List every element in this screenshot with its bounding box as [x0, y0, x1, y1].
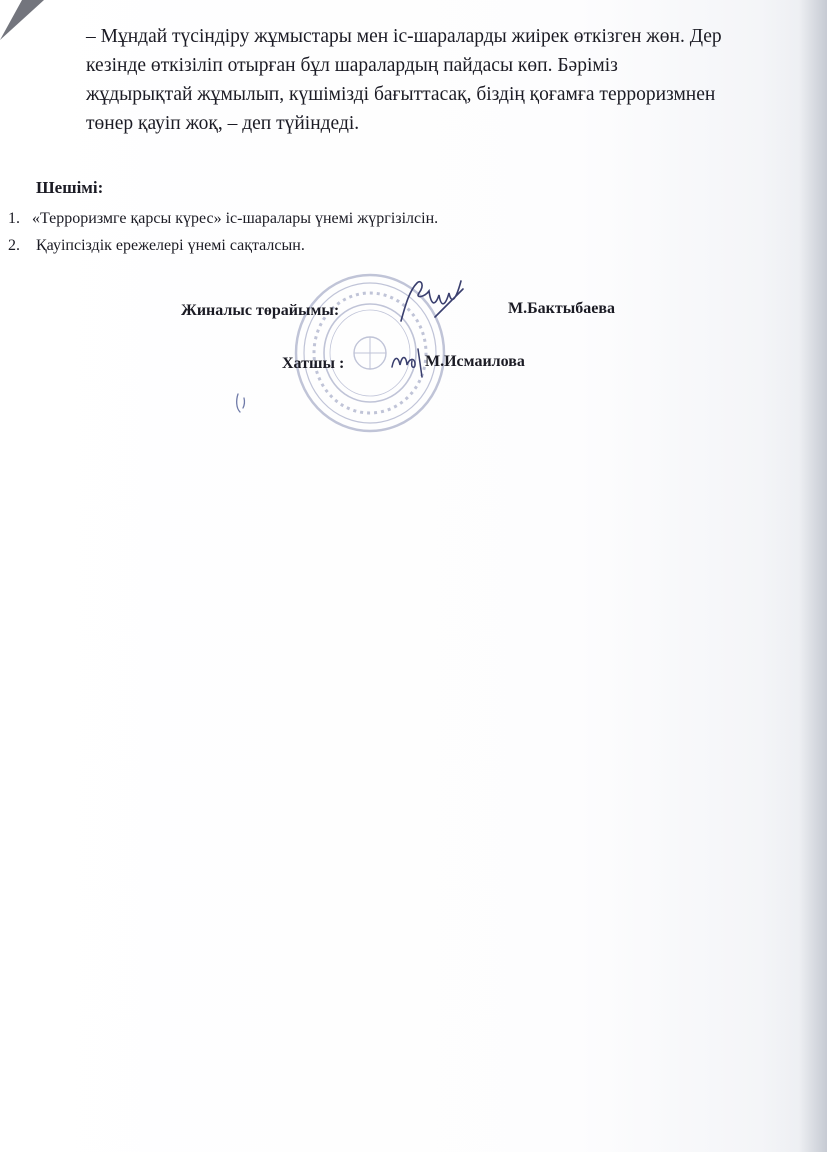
decision-item-number: 2.: [8, 237, 20, 254]
decision-list: [8, 205, 438, 259]
secretary-label: Хатшы :: [282, 355, 345, 372]
paragraph-line: төнер қауіп жоқ, – деп түйіндеді.: [86, 113, 360, 134]
decision-item: [8, 205, 438, 232]
decision-item: [8, 232, 438, 259]
paragraph-line: – Мұндай түсіндіру жұмыстары мен іс-шараларды жиірек өткізген жөн. Дер: [86, 26, 722, 47]
decision-item-text: «Терроризмге қарсы күрес» іс-шаралары үнемі жүргізілсін.: [32, 210, 439, 227]
closing-paragraph: [86, 22, 811, 138]
scan-edge-shadow: [799, 0, 827, 1152]
ink-mark-icon: [234, 392, 248, 414]
chair-label: Жиналыс төрайымы:: [181, 302, 340, 319]
paragraph-line: кезінде өткізіліп отырған бұл шаралардың пайдасы көп. Бәріміз: [86, 55, 618, 76]
chair-signature-icon: [395, 277, 467, 327]
decision-item-text: Қауіпсіздік ережелері үнемі сақталсын.: [32, 237, 305, 254]
secretary-name: М.Исмаилова: [425, 353, 525, 370]
paragraph-line: жұдырықтай жұмылып, күшімізді бағыттасақ, біздің қоғамға терроризмнен: [86, 84, 716, 105]
chair-name: М.Бактыбаева: [508, 300, 615, 317]
decision-heading: Шешімі:: [36, 178, 104, 197]
scan-corner-mark: [0, 0, 50, 50]
decision-item-number: 1.: [8, 210, 20, 227]
